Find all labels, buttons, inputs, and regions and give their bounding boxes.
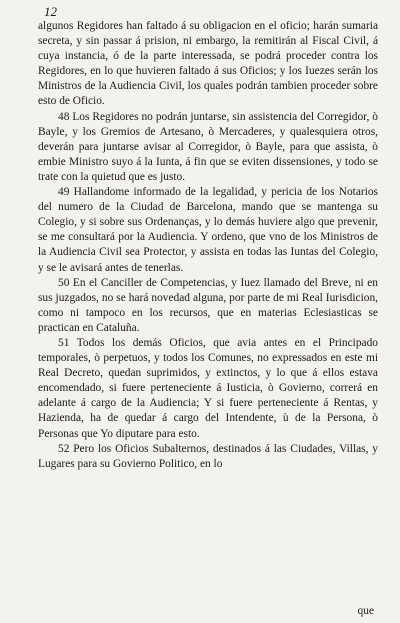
paragraph: 52 Pero los Oficios Subalternos, destinados á las Ciudades, Villas, y Lugares para su Govierno Politico, en lo [38, 442, 378, 470]
paragraph: algunos Regidores han faltado á su obligacion en el oficio; harán sumaria secreta, y sin passar á prision, ni embargo, la remitirán al Fiscal Civil, á cuya instancia, ó de la parte interessada, se podrá proceder contra los Regidores, en lo que huvieren faltado á sus Oficios; y los Iuezes serán los Ministros de la Audiencia Civil, los quales podrán tambien proceder sobre esto de Oficio. [38, 20, 378, 108]
paragraph: 49 Hallandome informado de la legalidad, y pericia de los Notarios del numero de la Ciudad de Barcelona, mando que se mantenga su Colegio, y si sobre sus Ordenanças, y lo demás huviere algo que prevenir, se me consultará por la Audiencia. Y ordeno, que vno de los Ministros de la Audiencia Civil sea Protector, y assista en todas las Iuntas del Colegio, y se le avisará antes de tenerlas. [38, 186, 378, 274]
paragraph: 50 En el Canciller de Competencias, y Iuez llamado del Breve, ni en sus juzgados, no se hará novedad alguna, por parte de mi Real Iurisdicion, como ni tampoco en los recursos, que en materias Eclesiasticas se practican en Cataluña. [38, 276, 378, 334]
body-text [38, 19, 378, 472]
paragraph: 51 Todos los demás Oficios, que avia antes en el Principado temporales, ò perpetuos, y todos los Comunes, no expressados en este mi Real Decreto, quedan suprimidos, y extinctos, y lo que á ellos estava encomendado, si fuere perteneciente á Iusticia, ò Govierno, correrá en adelante á cargo de la Audiencia; Y si fuere perteneciente á Rentas, y Hazienda, ha de quedar á cargo del Intendente, ù de la Persona, ò Personas que Yo diputare para esto. [38, 336, 378, 440]
paragraph: 48 Los Regidores no podrán juntarse, sin assistencia del Corregidor, ò Bayle, y los Gremios de Artesano, ò Mercaderes, y qualesquiera otros, deverán para juntarse avisar al Corregidor, ò Bayle, para que assista, ò embie Ministro suyo á la Iunta, á fin que se eviten dissensiones, y todo se trate con la quietud que es justo. [38, 110, 378, 183]
catchword: que [357, 605, 374, 617]
page-number: 12 [44, 4, 57, 19]
